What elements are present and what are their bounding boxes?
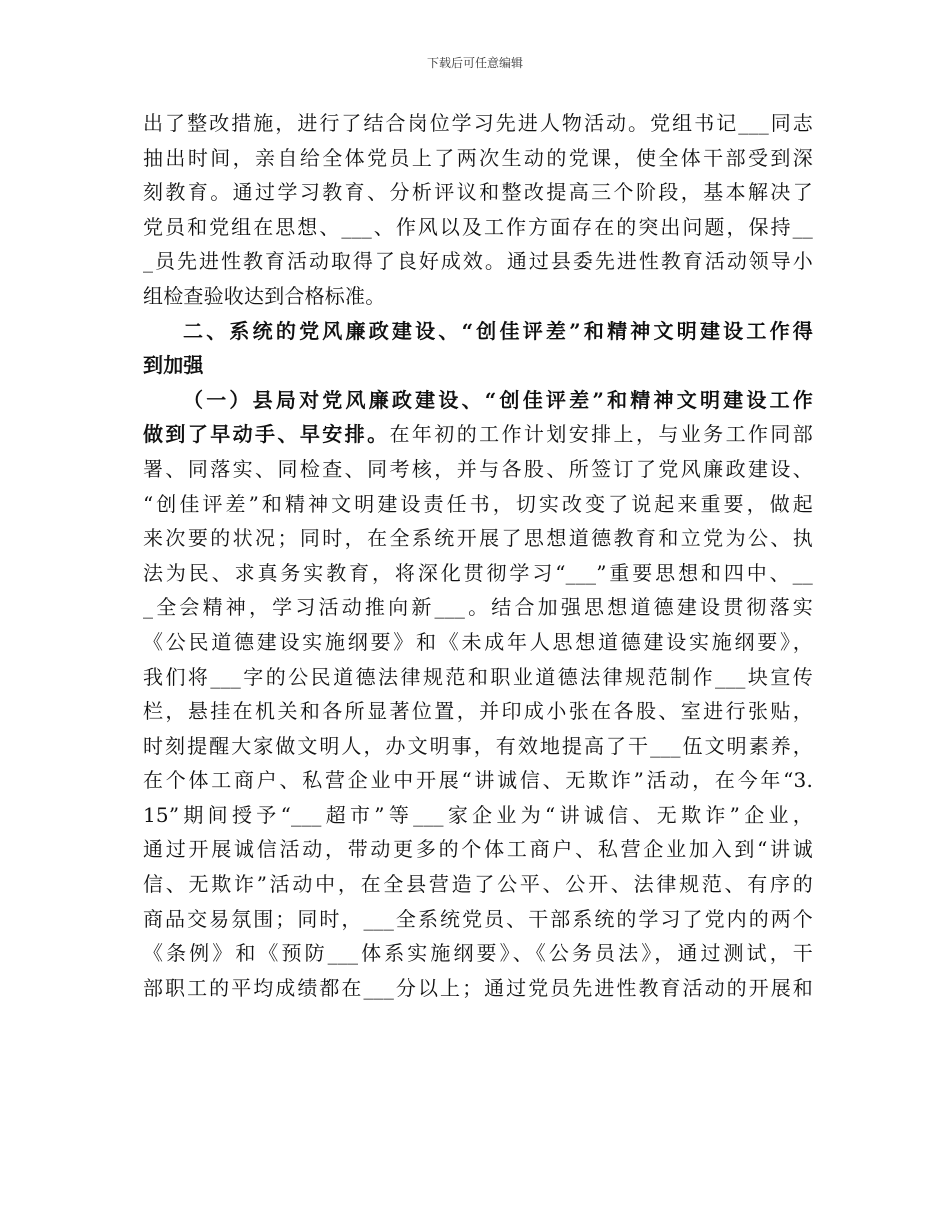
paragraph-line: 法为民、求真务实教育，将深化贯彻学习“___”重要思想和四中、__ <box>143 560 813 585</box>
paragraph-line: _员先进性教育活动取得了良好成效。通过县委先进性教育活动领导小 <box>143 249 813 274</box>
paragraph-line: 时刻提醒大家做文明人，办文明事，有效地提高了干___伍文明素养， <box>143 733 813 758</box>
page-header: 下载后可任意编辑 <box>426 56 523 70</box>
document-body <box>143 106 813 1005</box>
paragraph-line: 党员和党组在思想、___、作风以及工作方面存在的突出问题，保持__ <box>143 214 813 239</box>
paragraph-line: 部职工的平均成绩都在___分以上；通过党员先进性教育活动的开展和 <box>143 975 813 1000</box>
paragraph-line: 组检查验收达到合格标准。 <box>143 283 386 308</box>
paragraph-line: 抽出时间，亲自给全体党员上了两次生动的党课，使全体干部受到深 <box>143 145 813 170</box>
paragraph-line: _全会精神，学习活动推向新___。结合加强思想道德建设贯彻落实 <box>143 595 813 620</box>
paragraph-line <box>143 417 813 452</box>
paragraph-text: 在年初的工作计划安排上，与业务工作同部 <box>389 422 813 447</box>
section-heading: 二、系统的党风廉政建设、“创佳评差”和精神文明建设工作得 <box>183 318 813 343</box>
section-heading: 到加强 <box>143 353 204 378</box>
paragraph-line: 刻教育。通过学习教育、分析评议和整改提高三个阶段，基本解决了 <box>143 180 813 205</box>
paragraph-line: 来次要的状况；同时，在全系统开展了思想道德教育和立党为公、执 <box>143 526 813 551</box>
paragraph-line: 商品交易氛围；同时，___全系统党员、干部系统的学习了党内的两个 <box>143 906 813 931</box>
subsection-heading-end: 做到了早动手、早安排。 <box>143 422 390 447</box>
paragraph-line: 栏，悬挂在机关和各所显著位置，并印成小张在各股、室进行张贴， <box>143 699 813 724</box>
paragraph-line: 我们将___字的公民道德法律规范和职业道德法律规范制作___块宣传 <box>143 664 813 689</box>
paragraph-line: 信、无欺诈”活动中，在全县营造了公平、公开、法律规范、有序的 <box>143 872 813 897</box>
paragraph-line: 署、同落实、同检查、同考核，并与各股、所签订了党风廉政建设、 <box>143 456 813 481</box>
paragraph-line: 出了整改措施，进行了结合岗位学习先进人物活动。党组书记___同志 <box>143 111 813 135</box>
paragraph-line: “创佳评差”和精神文明建设责任书，切实改变了说起来重要，做起 <box>143 491 813 516</box>
paragraph-line: 15”期间授予“___超市”等___家企业为“讲诚信、无欺诈”企业， <box>143 802 813 827</box>
paragraph-line: 《条例》和《预防___体系实施纲要》、《公务员法》，通过测试，干 <box>143 941 813 966</box>
paragraph-line: 在个体工商户、私营企业中开展“讲诚信、无欺诈”活动，在今年“3. <box>143 768 813 793</box>
paragraph-line: 通过开展诚信活动，带动更多的个体工商户、私营企业加入到“讲诚 <box>143 837 813 862</box>
subsection-heading: （一）县局对党风廉政建设、“创佳评差”和精神文明建设工作 <box>183 387 813 412</box>
paragraph-line: 《公民道德建设实施纲要》和《未成年人思想道德建设实施纲要》， <box>143 629 813 654</box>
